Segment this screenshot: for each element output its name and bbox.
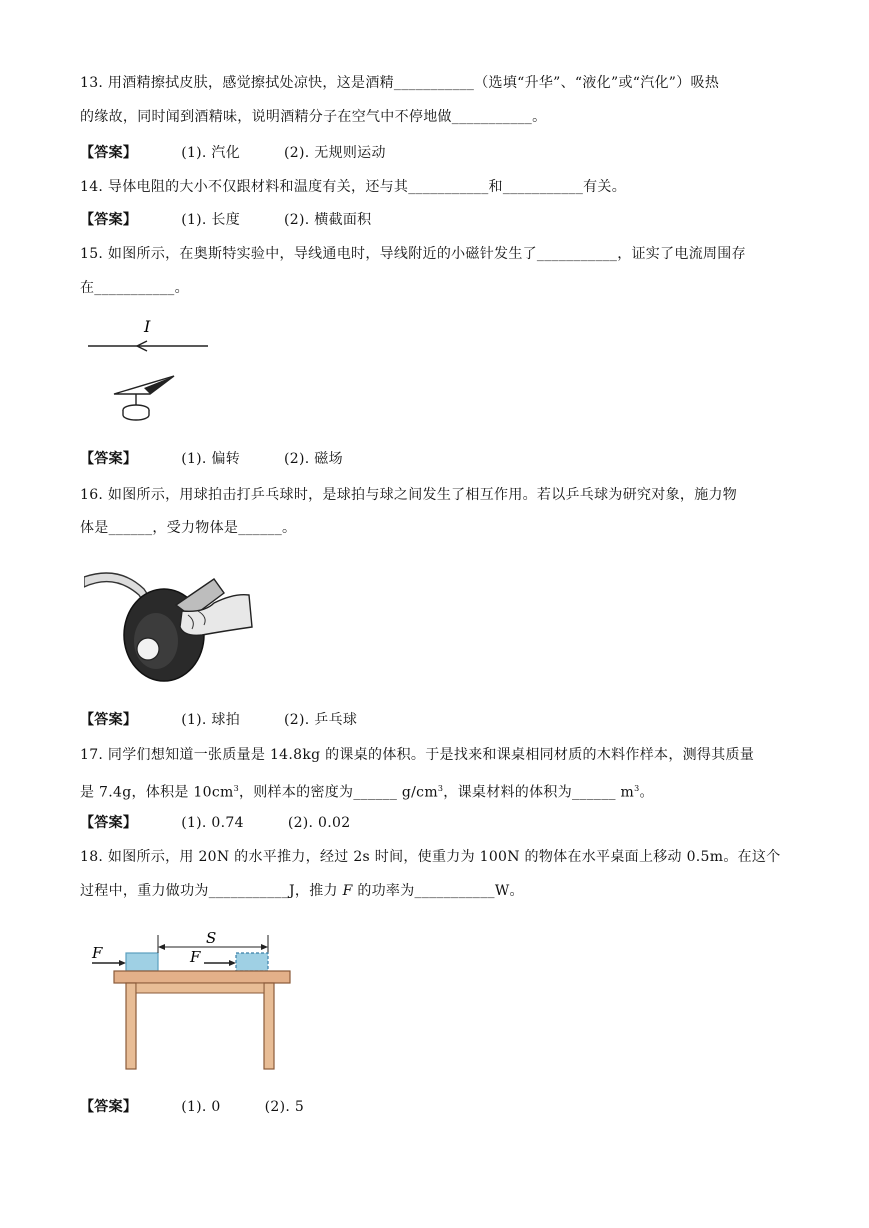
q15-text-line1: 15. 如图所示，在奥斯特实验中，导线通电时，导线附近的小磁针发生了___________，证实了电流周围存	[80, 246, 746, 262]
table-push-figure	[88, 925, 298, 1075]
q15-answer	[80, 449, 343, 469]
force-arrowhead-end	[229, 960, 236, 966]
q16-text-line2: 体是______，受力物体是______。	[80, 520, 297, 536]
q18-text-line1: 18. 如图所示，用 20N 的水平推力，经过 2s 时间，使重力为 100N 的物体在水平桌面上移动 0.5m。在这个	[80, 849, 781, 865]
q14-text-line1: 14. 导体电阻的大小不仅跟材料和温度有关，还与其___________和___________有关。	[80, 179, 627, 195]
distance-arrowhead-right	[261, 944, 268, 950]
answer-tag: 【答案】	[80, 815, 138, 831]
block-start	[126, 953, 158, 971]
q17-text-line1: 17. 同学们想知道一张质量是 14.8kg 的课桌的体积。于是找来和课桌相同材质的木料作样本，测得其质量	[80, 747, 755, 763]
q17-answer-2: (2). 0.02	[287, 815, 351, 831]
answer-tag: 【答案】	[80, 1099, 138, 1115]
q16-answer-1: (1). 球拍	[181, 712, 241, 728]
q15-answer-1: (1). 偏转	[181, 451, 241, 467]
compass-base-side	[123, 410, 149, 420]
q18-answer	[80, 1097, 304, 1117]
answer-tag: 【答案】	[80, 712, 138, 728]
current-label: I	[144, 317, 151, 336]
q15-answer-2: (2). 磁场	[284, 451, 343, 467]
q15-text-line2: 在___________。	[80, 280, 189, 296]
q14-answer-2: (2). 横截面积	[284, 212, 372, 228]
q13-answer	[80, 143, 386, 163]
answer-tag: 【答案】	[80, 145, 138, 161]
q18-line2-part-a: 过程中，重力做功为___________J，推力	[80, 883, 343, 899]
q17-text-line2	[80, 779, 654, 803]
block-end	[236, 953, 268, 971]
q14-answer-1: (1). 长度	[181, 212, 241, 228]
superscript: 3	[634, 784, 640, 793]
q18-answer-2: (2). 5	[264, 1099, 305, 1115]
force-symbol: F	[342, 883, 353, 899]
table-leg-left	[126, 983, 136, 1069]
superscript: 3	[437, 784, 444, 793]
superscript: 3	[233, 784, 239, 793]
q13-answer-1: (1). 汽化	[181, 145, 241, 161]
table-tennis-figure	[84, 565, 254, 693]
q18-answer-1: (1). 0	[181, 1099, 221, 1115]
q17-answer-1: (1). 0.74	[181, 815, 244, 831]
force-label-end: F	[190, 948, 201, 966]
oersted-experiment-figure	[84, 316, 214, 426]
ping-pong-ball	[137, 638, 159, 660]
q13-answer-2: (2). 无规则运动	[284, 145, 386, 161]
compass-needle-south	[114, 376, 174, 394]
q16-answer	[80, 710, 357, 730]
q18-text-line2	[80, 881, 524, 901]
q13-text-line1: 13. 用酒精擦拭皮肤，感觉擦拭处凉快，这是酒精___________（选填“升华”、“液化”或“汽化”）吸热	[80, 75, 720, 91]
q13-text-line2: 的缘故，同时闻到酒精味，说明酒精分子在空气中不停地做___________。	[80, 109, 547, 125]
q14-answer	[80, 210, 371, 230]
table-top	[114, 971, 290, 983]
q18-line2-part-b: 的功率为___________W。	[352, 883, 524, 899]
answer-tag: 【答案】	[80, 212, 138, 228]
q17-line2-part-d: 。	[639, 784, 654, 801]
force-label-start: F	[92, 944, 103, 962]
distance-label: S	[206, 929, 217, 947]
force-arrowhead-start	[119, 960, 126, 966]
q17-line2-part-a: 是 7.4g，体积是 10cm	[80, 784, 234, 801]
distance-arrowhead-left	[158, 944, 165, 950]
answer-tag: 【答案】	[80, 451, 138, 467]
q17-line2-part-b: ，则样本的密度为______ g/cm	[238, 784, 438, 801]
q17-answer	[80, 813, 350, 833]
q16-text-line1: 16. 如图所示，用球拍击打乒乓球时，是球拍与球之间发生了相互作用。若以乒乓球为研究对象，施力物	[80, 487, 738, 503]
q16-answer-2: (2). 乒乓球	[284, 712, 358, 728]
table-apron	[136, 983, 264, 993]
table-leg-right	[264, 983, 274, 1069]
q17-line2-part-c: ，课桌材料的体积为______ m	[443, 784, 635, 801]
